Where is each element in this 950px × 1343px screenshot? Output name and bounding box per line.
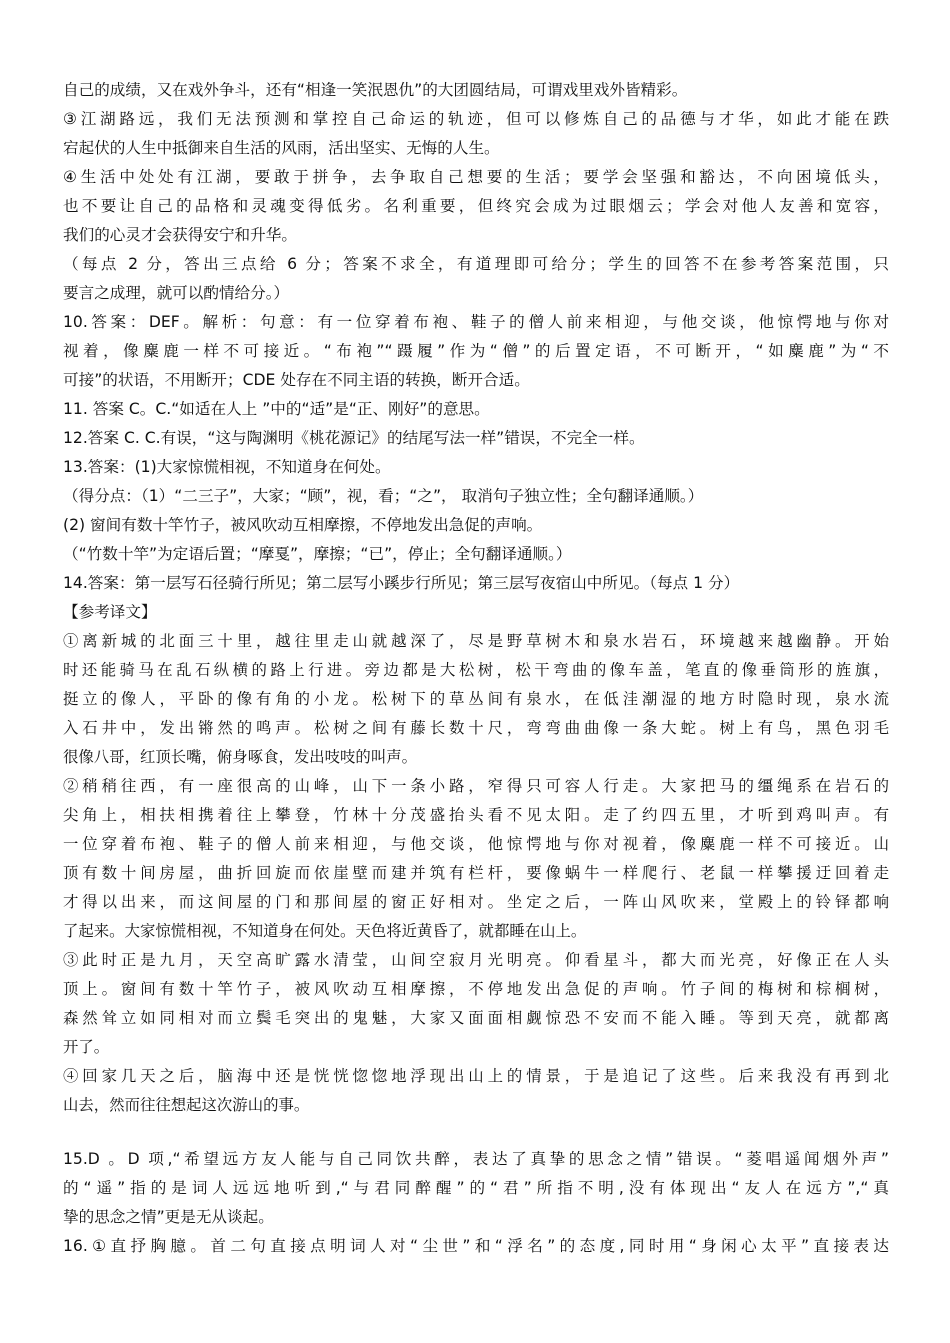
text-line: 一位穿着布袍、鞋子的僧人前来相迎，与他交谈，他惊愕地与你对视着，像麋鹿一样不可接近。山: [63, 835, 889, 853]
text-line: 顶上。窗间有数十竿竹子，被风吹动互相摩擦，不停地发出急促的声响。竹子间的梅树和棕榈树，: [63, 980, 889, 998]
text-line: 尖角上，相扶相携着往上攀登，竹林十分茂盛抬头看不见太阳。走了约四五里，才听到鸡叫声。有: [63, 806, 889, 824]
text-line: 挺立的像人，平卧的像有角的小龙。松树下的草丛间有泉水，在低洼潮湿的地方时隐时现，泉水流: [63, 690, 889, 708]
text-line: (2) 窗间有数十竿竹子，被风吹动互相摩擦，不停地发出急促的声响。: [63, 516, 543, 534]
text-line: 视着，像麋鹿一样不可接近。“布袍”“蹑履”作为“僧”的后置定语，不可断开，“如麋鹿”为“不: [63, 342, 889, 360]
answers-section-continued: [63, 1145, 889, 1261]
text-line: 我们的心灵才会获得安宁和升华。: [63, 226, 297, 244]
text-line: （得分点：（1）“二三子”，大家；“顾”，视，看；“之”， 取消句子独立性；全句翻译通顺。）: [63, 487, 704, 505]
text-line: 【参考译文】: [63, 603, 157, 621]
text-line: 宕起伏的人生中抵御来自生活的风雨，活出坚实、无悔的人生。: [63, 139, 500, 157]
text-line: 的“遥”指的是词人远远地听到,“与君同醉醒”的“君”所指不明,没有体现出“友人在远方”,“真: [63, 1179, 889, 1197]
text-line: ②稍稍往西，有一座很高的山峰，山下一条小路，窄得只可容人行走。大家把马的缰绳系在岩石的: [63, 777, 889, 795]
text-line: ③江湖路远，我们无法预测和掌控自己命运的轨迹，但可以修炼自己的品德与才华，如此才能在跌: [63, 110, 889, 128]
text-line: 很像八哥，红顶长嘴，俯身啄食，发出吱吱的叫声。: [63, 748, 417, 766]
text-line: ④生活中处处有江湖，要敢于拼争，去争取自己想要的生活；要学会坚强和豁达，不向困境低头，: [63, 168, 889, 186]
text-line: ④回家几天之后，脑海中还是恍恍惚惚地浮现出山上的情景，于是追记了这些。后来我没有再到北: [63, 1067, 889, 1085]
text-line: 顶有数十间房屋，曲折回旋而依崖壁而建并筑有栏杆，要像蜗牛一样爬行、老鼠一样攀援迂回着走: [63, 864, 889, 882]
text-line: ③此时正是九月，天空高旷露水清莹，山间空寂月光明亮。仰看星斗，都大而光亮，好像正在人头: [63, 951, 889, 969]
answers-section: [63, 76, 889, 627]
text-line: 森然耸立如同相对而立鬓毛突出的鬼魅，大家又面面相觑惊恐不安而不能入睡。等到天亮，就都离: [63, 1009, 889, 1027]
text-line: 14.答案：第一层写石径骑行所见；第二层写小蹊步行所见；第三层写夜宿山中所见。（每点 1 分）: [63, 574, 740, 592]
text-line: 可接”的状语，不用断开；CDE 处存在不同主语的转换，断开合适。: [63, 371, 530, 389]
text-line: ①离新城的北面三十里，越往里走山就越深了，尽是野草树木和泉水岩石，环境越来越幽静。开始: [63, 632, 889, 650]
text-line: 10.答案：DEF。解析：句意：有一位穿着布袍、鞋子的僧人前来相迎，与他交谈，他惊愕地与你对: [63, 313, 889, 331]
text-line: 时还能骑马在乱石纵横的路上行进。旁边都是大松树，松干弯曲的像车盖，笔直的像垂筒形的旌旗，: [63, 661, 889, 679]
text-line: 自己的成绩，又在戏外争斗，还有“相逢一笑泯恩仇”的大团圆结局，可谓戏里戏外皆精彩。: [63, 81, 688, 99]
text-line: 13.答案：(1)大家惊慌相视，不知道身在何处。: [63, 458, 391, 476]
text-line: 了起来。大家惊慌相视，不知道身在何处。天色将近黄昏了，就都睡在山上。: [63, 922, 587, 940]
text-line: 山去，然而往往想起这次游山的事。: [63, 1096, 310, 1114]
text-line: 15.D 。D 项,“希望远方友人能与自己同饮共醉，表达了真挚的思念之情”错误。“菱唱遥闻烟外声”: [63, 1150, 889, 1168]
reference-translation: [63, 627, 889, 1120]
text-line: 也不要让自己的品格和灵魂变得低劣。名利重要，但终究会成为过眼烟云；学会对他人友善和宽容，: [63, 197, 889, 215]
text-line: 11. 答案 C。C.“如适在人上 ”中的“适”是“正、刚好”的意思。: [63, 400, 490, 418]
text-line: （每点 2 分，答出三点给 6 分；答案不求全，有道理即可给分；学生的回答不在参考答案范围，只: [63, 255, 889, 273]
text-line: 开了。: [63, 1038, 110, 1056]
text-line: （“竹数十竿”为定语后置；“摩戛”，摩擦；“已”，停止；全句翻译通顺。）: [63, 545, 572, 563]
text-line: 入石井中，发出锵然的鸣声。松树之间有藤长数十尺，弯弯曲曲像一条大蛇。树上有鸟，黑色羽毛: [63, 719, 889, 737]
text-line: 要言之成理，就可以酌情给分。）: [63, 284, 290, 302]
text-line: 12.答案 C. C.有误，“这与陶渊明《桃花源记》的结尾写法一样”错误，不完全一样。: [63, 429, 645, 447]
text-line: 才得以出来，而这间屋的门和那间屋的窗正好相对。坐定之后，一阵山风吹来，堂殿上的铃铎都响: [63, 893, 889, 911]
text-line: 挚的思念之情”更是无从谈起。: [63, 1208, 274, 1226]
text-line: 16.①直抒胸臆。首二句直接点明词人对“尘世”和“浮名”的态度,同时用“身闲心太平”直接表达: [63, 1237, 889, 1255]
